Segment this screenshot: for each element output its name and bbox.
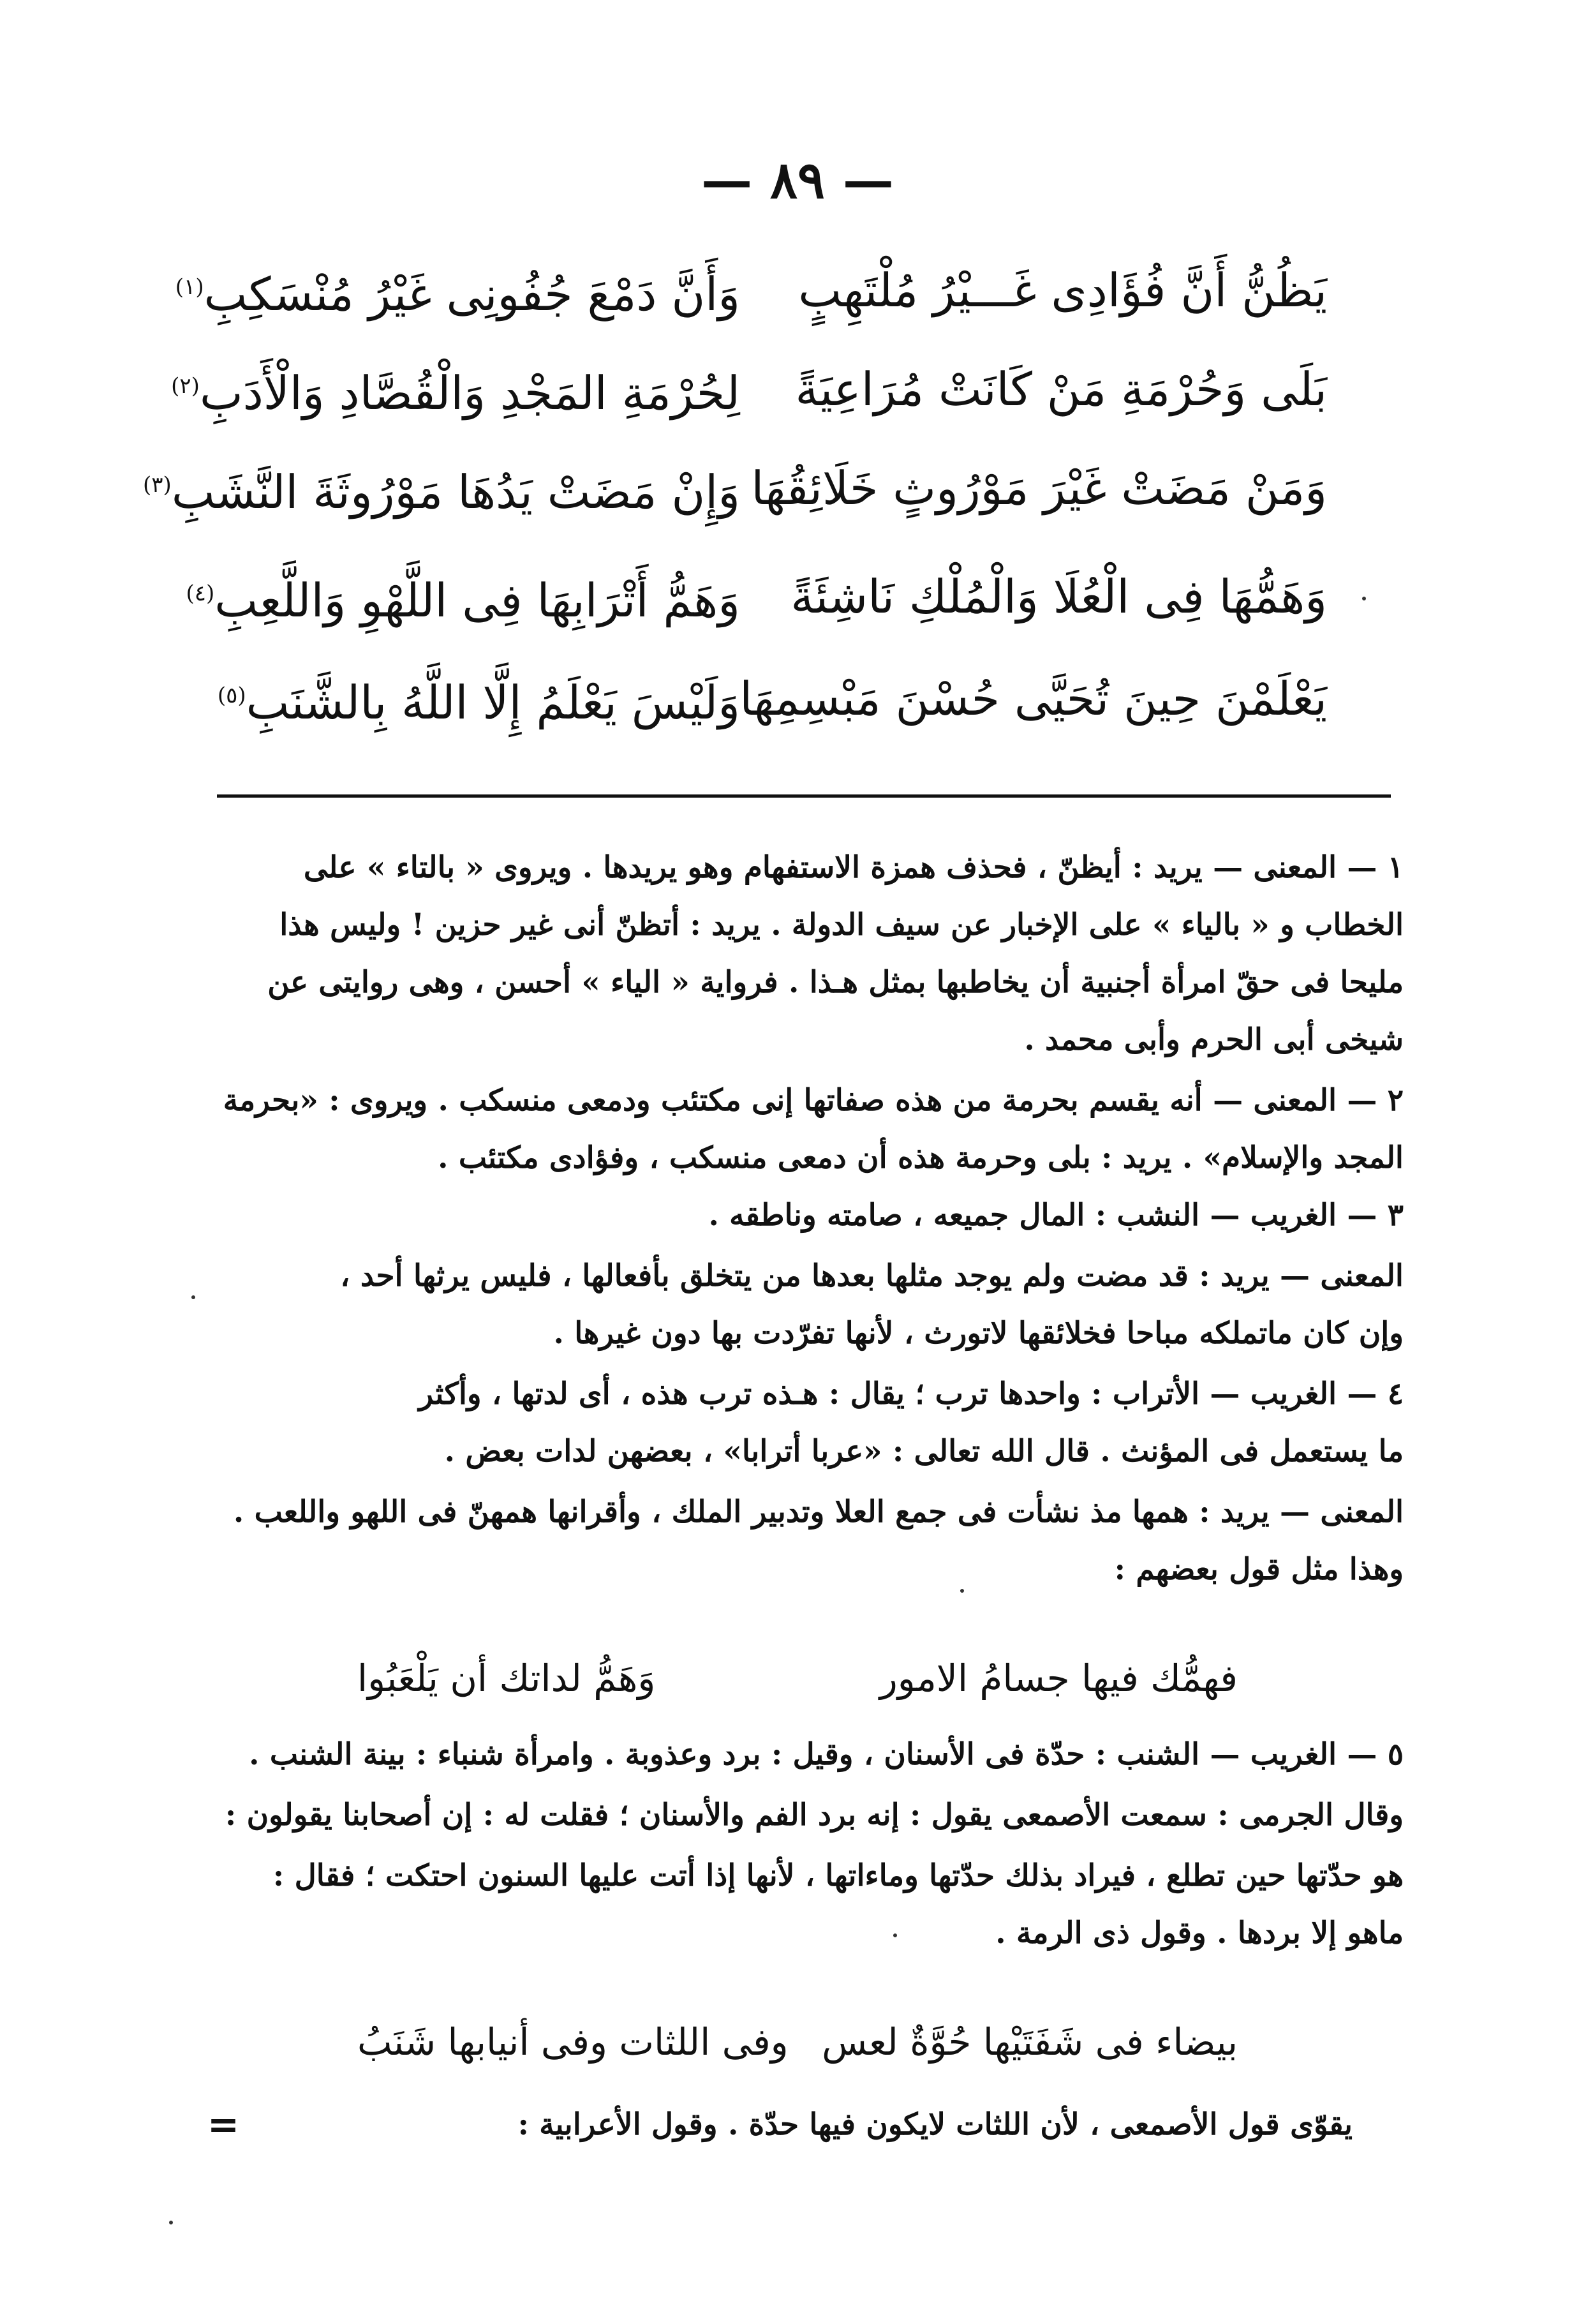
quoted-verse-second: وفى اللثات وفى أنيابها شَنَبُ bbox=[357, 2020, 789, 2064]
footnote-line: ما يستعمل فى المؤنث . قال الله تعالى : «عربا أترابا» ، بعضهن لدات بعض . bbox=[444, 1434, 1404, 1469]
footnote-marker: (٣) bbox=[143, 472, 172, 498]
footnote-line: الخطاب و « بالياء » على الإخبار عن سيف الدولة . يريد : أتظنّ أنى غير حزين ! وليس هذا bbox=[279, 907, 1404, 942]
verse-first-hemistich: يَعْلَمْنَ حِينَ تُحَيَّى حُسْنَ مَبْسِمِهَا bbox=[739, 672, 1327, 726]
page-number: — ٨٩ — bbox=[701, 150, 894, 210]
footnote-line: ماهو إلا بردها . وقول ذى الرمة . bbox=[995, 1916, 1404, 1951]
verse-line bbox=[217, 657, 1327, 740]
footnote-marker: (٥) bbox=[217, 682, 246, 708]
print-speck bbox=[960, 1589, 964, 1593]
verse-second-hemistich bbox=[171, 345, 740, 435]
print-speck bbox=[191, 1295, 195, 1299]
footnote-line: وإن كان ماتملكه مباحا فخلائقها لاتورث ، لأنها تفرّدت بها دون غيرها . bbox=[553, 1316, 1404, 1351]
footnote-marker: (٤) bbox=[186, 580, 215, 606]
verse-line bbox=[186, 555, 1327, 638]
footnote-divider bbox=[217, 794, 1391, 798]
footnote-line: المعنى — يريد : همها مذ نشأت فى جمع العلا وتدبير الملك ، وأقرانها همهنّ فى اللهو واللعب . bbox=[233, 1494, 1404, 1530]
footnote-line: هو حدّتها حين تطلع ، فيراد بذلك حدّتها وماءاتها ، لأنها إذا أتت عليها السنون احتكت ؛ فقال : bbox=[272, 1858, 1404, 1893]
quoted-verse-first: فهمُّك فيها جسامُ الامور bbox=[879, 1657, 1238, 1700]
footnote-line: ١ — المعنى — يريد : أيظنّ ، فحذف همزة الاستفهام وهو يريدها . ويروى « بالتاء » على bbox=[303, 850, 1404, 885]
footnote-marker: (١) bbox=[175, 274, 204, 300]
verse-second-text: وَلَيْسَ يَعْلَمُ إِلَّا اللَّهُ بِالشَّنَبِ bbox=[246, 675, 740, 729]
footnote-line: المجد والإسلام» . يريد : بلى وحرمة هذه أن دمعى منسكب ، وفؤادى مكتئب . bbox=[438, 1140, 1404, 1175]
footnote-line: وقال الجرمى : سمعت الأصمعى يقول : إنه برد الفم والأسنان ؛ فقلت له : إن أصحابنا يقولون : bbox=[225, 1798, 1404, 1833]
verse-first-hemistich: يَظُنُّ أَنَّ فُؤَادِى غَـــيْرُ مُلْتَهِبٍ bbox=[798, 264, 1327, 317]
verse-second-text: وَهَمُّ أَتْرَابِهَا فِى اللَّهْوِ وَاللَّعِبِ bbox=[214, 573, 740, 627]
verse-line bbox=[171, 348, 1327, 431]
print-speck bbox=[169, 2221, 173, 2224]
footnote-line: يقوّى قول الأصمعى ، لأن اللثات لايكون فيها حدّة . وقول الأعرابية : bbox=[517, 2107, 1353, 2142]
verse-second-hemistich bbox=[143, 443, 740, 533]
verse-second-hemistich bbox=[186, 552, 740, 642]
quoted-verse bbox=[357, 1640, 1238, 1717]
quoted-verse-second: وَهَمُّ لداتك أن يَلْعَبُوا bbox=[357, 1657, 656, 1700]
verse-second-text: لِحُرْمَةِ المَجْدِ وَالْقُصَّادِ وَالْأَدَبِ bbox=[199, 366, 740, 420]
verse-line bbox=[143, 447, 1327, 530]
continuation-mark: = bbox=[207, 2103, 240, 2147]
verse-first-hemistich: وَهَمُّهَا فِى الْعُلَا وَالْمُلْكِ نَاشِئَةً bbox=[790, 570, 1327, 623]
print-speck bbox=[1362, 597, 1366, 600]
footnote-line: شيخى أبى الحرم وأبى محمد . bbox=[1024, 1022, 1404, 1057]
verse-second-hemistich bbox=[217, 654, 740, 744]
footnote-line: ٥ — الغريب — الشنب : حدّة فى الأسنان ، وقيل : برد وعذوبة . وامرأة شنباء : بينة الشنب . bbox=[249, 1737, 1404, 1772]
footnote-line: ٤ — الغريب — الأتراب : واحدها ترب ؛ يقال : هـذه ترب هذه ، أى لدتها ، وأكثر bbox=[419, 1376, 1404, 1412]
footnote-line: وهذا مثل قول بعضهم : bbox=[1114, 1552, 1404, 1587]
verse-line bbox=[175, 249, 1327, 332]
verse-second-hemistich bbox=[175, 246, 740, 336]
footnote-line: ٢ — المعنى — أنه يقسم بحرمة من هذه صفاتها إنى مكتئب ودمعى منسكب . ويروى : «بحرمة bbox=[223, 1083, 1404, 1118]
verse-second-text: وَأَنَّ دَمْعَ جُفُونِى غَيْرُ مُنْسَكِبِ bbox=[204, 267, 740, 321]
verse-second-text: وَإِنْ مَضَتْ يَدُهَا مَوْرُوثَةَ النَّشَبِ bbox=[171, 465, 740, 519]
verse-first-hemistich: بَلَى وَحُرْمَةِ مَنْ كَانَتْ مُرَاعِيَةً bbox=[795, 362, 1327, 416]
footnote-line: ٣ — الغريب — النشب : المال جميعه ، صامته وناطقه . bbox=[708, 1198, 1404, 1233]
footnote-marker: (٢) bbox=[171, 373, 200, 399]
quoted-verse bbox=[357, 2004, 1238, 2080]
quoted-verse-first: بيضاء فى شَفَتَيْها حُوَّةٌ لعس bbox=[822, 2020, 1238, 2064]
print-speck bbox=[893, 1933, 897, 1937]
footnote-line: مليحا فى حقّ امرأة أجنبية أن يخاطبها بمثل هـذا . فرواية « الياء » أحسن ، وهى روايتى عن bbox=[267, 965, 1404, 1000]
footnote-line: المعنى — يريد : قد مضت ولم يوجد مثلها بعدها من يتخلق بأفعالها ، فليس يرثها أحد ، bbox=[340, 1258, 1404, 1293]
verse-first-hemistich: وَمَنْ مَضَتْ غَيْرَ مَوْرُوثٍ خَلَائِقُهَا bbox=[751, 461, 1327, 515]
